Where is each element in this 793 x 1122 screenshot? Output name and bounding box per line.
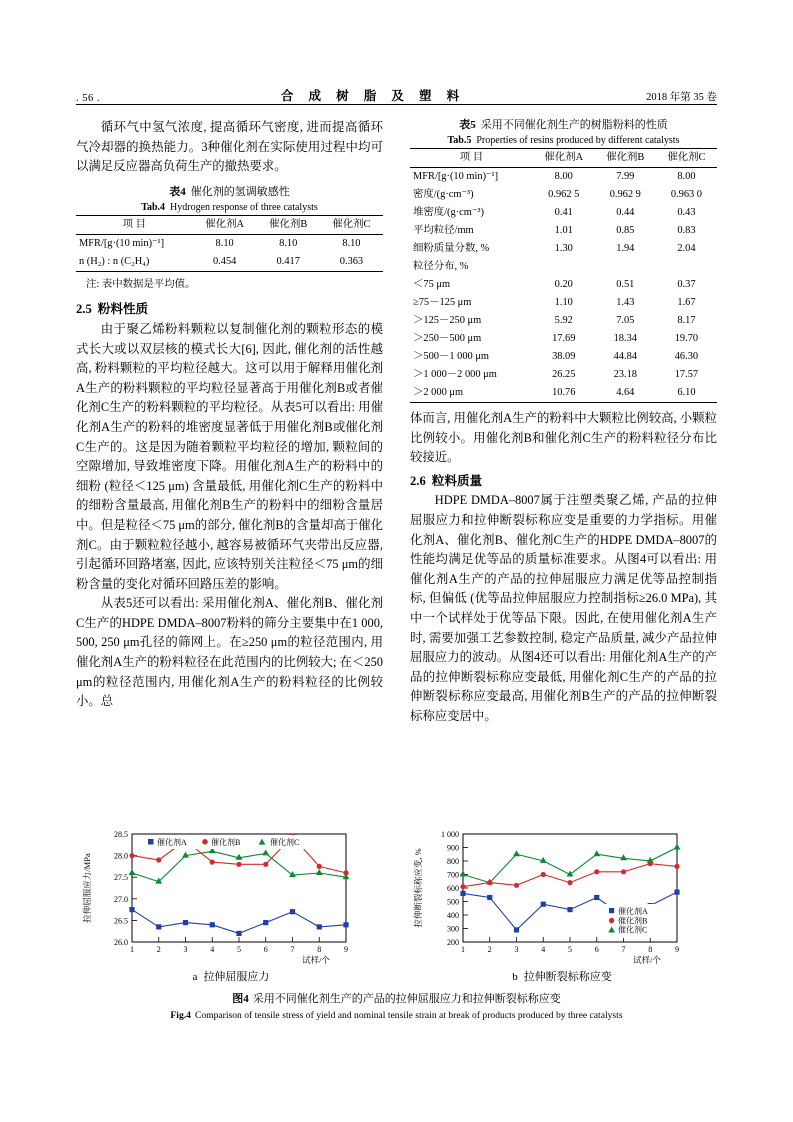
cell-b: 1.43	[616, 297, 635, 308]
svg-text:催化剂B: 催化剂B	[211, 838, 241, 847]
table-header-row	[410, 149, 717, 168]
table-5-title-cn	[410, 118, 717, 133]
svg-text:500: 500	[447, 897, 459, 907]
svg-text:8: 8	[317, 945, 322, 954]
volume-info: 2018 年第 35 卷	[646, 92, 717, 103]
table-4-header-item: 项 目	[76, 215, 193, 234]
cell-a: 26.25	[552, 369, 576, 380]
svg-text:催化剂A: 催化剂A	[157, 838, 187, 847]
cell-item: MFR/[g·(10 min)⁻¹]	[79, 237, 165, 249]
table-5-header-b: 催化剂B	[595, 149, 656, 168]
cell-item: n (H₂) : n (C₂H₄)	[76, 253, 193, 272]
section-title: 粒料质量	[431, 473, 483, 488]
svg-text:26.0: 26.0	[114, 938, 128, 947]
table-4-header-c: 催化剂C	[320, 215, 383, 234]
table-4-caption-cn: 催化剂的氢调敏感性	[190, 185, 290, 198]
cell-c: 46.30	[674, 351, 699, 362]
cell-item: ＞250－500 μm	[413, 333, 482, 344]
cell-item: ＞2 000 μm	[410, 384, 533, 403]
figure-4b-legend	[603, 904, 673, 938]
cell-c: 8.10	[342, 237, 361, 249]
figure-row	[76, 826, 717, 984]
table-row	[410, 384, 717, 403]
cell-b: 0.962 9	[609, 189, 641, 200]
cell-a: 0.41	[554, 207, 573, 218]
cell-c: 0.363	[320, 253, 383, 272]
cell-b: 8.10	[279, 237, 298, 249]
svg-text:7: 7	[621, 945, 626, 954]
cell-a: 8.00	[554, 171, 573, 182]
svg-text:5: 5	[237, 945, 241, 954]
paragraph: 循环气中氢气浓度, 提高循环气密度, 进而提高循环气冷却器的换热能力。3种催化剂在实际使用过程中均可以满足反应器高负荷生产的撤热要求。	[76, 120, 383, 174]
figure-4-caption-en	[76, 1010, 717, 1021]
svg-text:2: 2	[487, 945, 492, 954]
figure-4a-label: a	[192, 971, 198, 983]
svg-text:7: 7	[290, 945, 295, 954]
cell-item: MFR/[g·(10 min)⁻¹]	[413, 171, 499, 182]
figure-4-text-en: Comparison of tensile stress of yield and nominal tensile strain at break of products produced by three catalysts	[194, 1010, 623, 1021]
figure-4a-plot	[76, 826, 386, 966]
svg-text:拉伸屈服应力/MPa: 拉伸屈服应力/MPa	[82, 853, 92, 923]
table-row	[410, 204, 717, 222]
cell-item: ≥75－125 μm	[413, 297, 472, 308]
svg-text:拉伸断裂标称应变, %: 拉伸断裂标称应变, %	[413, 848, 423, 928]
right-column	[410, 118, 717, 727]
cell-a: 5.92	[554, 315, 573, 326]
section-title: 粉料性质	[97, 302, 149, 317]
figure-4-number-cn: 图4	[232, 993, 249, 1005]
cell-a: 38.09	[552, 351, 576, 362]
svg-text:1 000: 1 000	[441, 830, 459, 839]
cell-item: 堆密度/(g·cm⁻³)	[413, 207, 484, 218]
cell-item: 平均粒径/mm	[413, 225, 474, 236]
cell-b: 0.44	[616, 207, 635, 218]
cell-b: 23.18	[613, 369, 637, 380]
cell-b: 4.64	[595, 384, 656, 403]
paragraph: HDPE DMDA–8007属于注塑类聚乙烯, 产品的拉伸屈服应力和拉伸断裂标称应变是重要的力学指标。用催化剂A、催化剂B、催化剂C生产的HDPE DMDA–8007的性能均满足优等品的质量标准要求。从图4可以看出: 用催化剂A生产的产品的拉伸屈服应力满足优等品控制指标, 但偏低 (优等品拉伸屈服应力控制指标≥26.0 MPa), 其中一个试样处于优等品下限。因此, 在使用催化剂A生产时, 需要加强工艺参数控制, 稳定产品质量, 减少产品拉伸屈服应力的波动。从图4还可以看出: 用催化剂A生产的产品的拉伸断裂标称应变最低, 用催化剂C生产的产品的拉伸断裂标称应变最高, 用催化剂B生产的产品的拉伸断裂标称应变居中。	[410, 493, 717, 723]
cell-b: 1.94	[616, 243, 635, 254]
figure-4b	[407, 826, 717, 984]
cell-a: 10.76	[533, 384, 595, 403]
table-row	[76, 253, 383, 272]
table-4-caption-en: Hydrogen response of three catalysts	[170, 201, 318, 213]
table-4-number-cn: 表4	[169, 185, 186, 198]
figure-4-text-cn: 采用不同催化剂生产的产品的拉伸屈服应力和拉伸断裂标称应变	[252, 993, 561, 1005]
cell-c: 2.04	[677, 243, 696, 254]
table-4-title-cn	[76, 185, 383, 200]
table-4	[76, 185, 383, 295]
cell-a: 0.20	[554, 279, 573, 290]
cell-c: 0.43	[677, 207, 696, 218]
svg-text:催化剂C: 催化剂C	[270, 838, 300, 847]
cell-a: 8.10	[215, 237, 234, 249]
cell-c: 19.70	[674, 333, 699, 344]
section-heading-2-5	[76, 300, 383, 320]
cell-b: 7.99	[616, 171, 635, 182]
svg-text:1: 1	[130, 945, 134, 954]
table-5-header-a: 催化剂A	[533, 149, 595, 168]
cell-b: 7.05	[616, 315, 635, 326]
svg-text:700: 700	[447, 870, 459, 880]
cell-a: 1.01	[554, 225, 573, 236]
svg-text:28.5: 28.5	[114, 830, 128, 839]
table-4-header-a: 催化剂A	[193, 215, 257, 234]
table-row	[410, 186, 717, 204]
svg-text:800: 800	[447, 857, 459, 866]
left-column	[76, 118, 383, 712]
page-header	[76, 86, 717, 104]
table-row	[76, 234, 383, 253]
svg-text:1: 1	[461, 945, 465, 954]
cell-a: 0.962 5	[548, 189, 580, 200]
cell-c: 17.57	[674, 369, 699, 380]
paragraph: 体而言, 用催化剂A生产的粉料中大颗粒比例较高, 小颗粒比例较小。用催化剂B和催化剂C生产的粉料粒径分布比较接近。	[410, 411, 717, 465]
svg-text:3: 3	[514, 945, 519, 954]
table-4-header-b: 催化剂B	[257, 215, 320, 234]
svg-text:27.5: 27.5	[114, 873, 128, 883]
cell-a: 0.454	[193, 253, 257, 272]
svg-text:26.5: 26.5	[114, 916, 128, 926]
svg-text:600: 600	[447, 884, 459, 893]
svg-text:试样/个: 试样/个	[633, 955, 661, 965]
table-5-caption-cn: 采用不同催化剂生产的树脂粉料的性质	[480, 119, 668, 131]
svg-text:28.0: 28.0	[114, 851, 128, 861]
table-5-header-c: 催化剂C	[656, 149, 717, 168]
svg-text:200: 200	[447, 938, 459, 947]
table-row	[410, 366, 717, 384]
table-4-grid	[76, 215, 383, 272]
cell-c: 8.00	[677, 171, 696, 182]
svg-text:6: 6	[594, 945, 599, 954]
svg-text:9: 9	[675, 945, 679, 954]
cell-item: ＞1 000－2 000 μm	[413, 369, 497, 380]
svg-text:4: 4	[541, 945, 546, 954]
paragraph: 从表5还可以看出: 采用催化剂A、催化剂B、催化剂C生产的HDPE DMDA–8007粉料的筛分主要集中在1 000, 500, 250 μm孔径的筛网上。在≥250 μm的粒径范围内, 用催化剂A生产的粉料粒径在此范围内的比例较大; 在＜250 μm的粒径范围内, 用催化剂A生产的粉料粒径的比例较小。总	[76, 596, 383, 709]
table-row	[410, 168, 717, 187]
cell-b: 0.85	[616, 225, 635, 236]
table-5-number-en: Tab.5	[447, 135, 472, 146]
table-5-grid	[410, 148, 717, 403]
table-row	[410, 294, 717, 312]
table-row	[410, 258, 717, 276]
table-row	[410, 348, 717, 366]
svg-text:900: 900	[447, 843, 459, 853]
cell-item: ＞500－1 000 μm	[413, 351, 489, 362]
svg-text:400: 400	[447, 911, 459, 920]
table-4-note: 注: 表中数据是平均值。	[86, 278, 196, 290]
table-5-caption-en: Properties of resins produced by different catalysts	[476, 135, 680, 146]
cell-c: 0.963 0	[670, 189, 702, 200]
svg-text:催化剂C: 催化剂C	[618, 925, 648, 935]
table-row	[410, 240, 717, 258]
header-divider	[76, 104, 717, 105]
table-5	[410, 118, 717, 403]
cell-a: 1.10	[554, 297, 573, 308]
cell-b: 0.417	[257, 253, 320, 272]
svg-text:6: 6	[263, 945, 268, 954]
table-5-title-en	[410, 133, 717, 148]
table-4-number-en: Tab.4	[141, 201, 166, 213]
svg-text:8: 8	[648, 945, 653, 954]
cell-b: 0.51	[616, 279, 635, 290]
svg-text:300: 300	[447, 924, 459, 934]
cell-item: ＞125－250 μm	[413, 315, 482, 326]
svg-text:2: 2	[156, 945, 161, 954]
figure-4b-caption	[407, 968, 717, 984]
table-header-row	[76, 215, 383, 234]
svg-text:5: 5	[568, 945, 572, 954]
paragraph: 由于聚乙烯粉料颗粒以复制催化剂的颗粒形态的模式长大或以双层核的模式长大[6], 因此, 催化剂的活性越高, 粉料颗粒的平均粒径越大。这可以用于解释用催化剂A生产的粉料颗粒的平均粒径显著高于用催化剂B或者催化剂C生产的粉料颗粒的平均粒径。从表5可以看出: 用催化剂A生产的粉料的堆密度显著低于用催化剂B或催化剂C生产的。这是因为随着颗粒平均粒径的增加, 颗粒间的空隙增加, 导致堆密度下降。用催化剂A生产的粉料中的细粉 (粒径＜125 μm) 含量最低, 用催化剂C生产的粉料中的细粉含量最高, 用催化剂B生产的粉料中的细粉含量居中。但是粒径＜75 μm的部分, 催化剂B的含量却高于催化剂C。由于颗粒粒径越小, 越容易被循环气夹带出反应器, 引起循环回路堵塞, 因此, 应该特别关注粒径＜75 μm的细粉含量的变化对循环回路压差的影响。	[76, 321, 383, 591]
figure-4	[76, 826, 717, 1021]
cell-b	[595, 258, 656, 276]
figure-4a-caption	[76, 968, 386, 984]
svg-text:催化剂A: 催化剂A	[618, 907, 648, 916]
svg-text:3: 3	[183, 945, 188, 954]
cell-c: 0.37	[677, 279, 696, 290]
cell-item: 粒径分布, %	[413, 261, 469, 272]
figure-4b-plot	[407, 826, 717, 966]
table-5-number-cn: 表5	[459, 119, 476, 131]
cell-item: 密度/(g·cm⁻³)	[413, 189, 474, 200]
figure-4-caption-cn	[76, 990, 717, 1006]
figure-4b-label: b	[512, 971, 518, 983]
cell-c: 8.17	[677, 315, 696, 326]
cell-a: 1.30	[554, 243, 573, 254]
figure-4-number-en: Fig.4	[170, 1010, 191, 1021]
cell-c: 1.67	[677, 297, 696, 308]
svg-text:9: 9	[344, 945, 348, 954]
section-number: 2.5	[76, 302, 92, 317]
svg-text:试样/个: 试样/个	[302, 955, 330, 965]
table-row	[410, 312, 717, 330]
svg-text:4: 4	[210, 945, 215, 954]
table-row	[410, 276, 717, 294]
cell-c	[656, 258, 717, 276]
cell-a	[533, 258, 595, 276]
cell-c: 6.10	[656, 384, 717, 403]
table-5-header-item: 项 目	[410, 149, 533, 168]
page-number: . 56 .	[76, 93, 100, 104]
svg-text:催化剂B: 催化剂B	[618, 916, 648, 926]
figure-4a-legend	[138, 835, 336, 849]
journal-title: 合 成 树 脂 及 塑 料	[280, 89, 466, 103]
cell-item: 细粉质量分数, %	[413, 243, 490, 254]
figure-4b-text: 拉伸断裂标称应变	[523, 971, 612, 983]
cell-b: 44.84	[613, 351, 637, 362]
cell-item: ＜75 μm	[413, 279, 451, 290]
table-row	[410, 222, 717, 240]
table-row	[410, 330, 717, 348]
section-number: 2.6	[410, 473, 426, 488]
svg-text:27.0: 27.0	[114, 894, 128, 904]
table-4-title-en	[76, 200, 383, 215]
cell-a: 17.69	[552, 333, 576, 344]
figure-4a	[76, 826, 386, 984]
cell-b: 18.34	[613, 333, 637, 344]
cell-c: 0.83	[677, 225, 696, 236]
figure-4a-text: 拉伸屈服应力	[203, 971, 270, 983]
section-heading-2-6	[410, 472, 717, 492]
